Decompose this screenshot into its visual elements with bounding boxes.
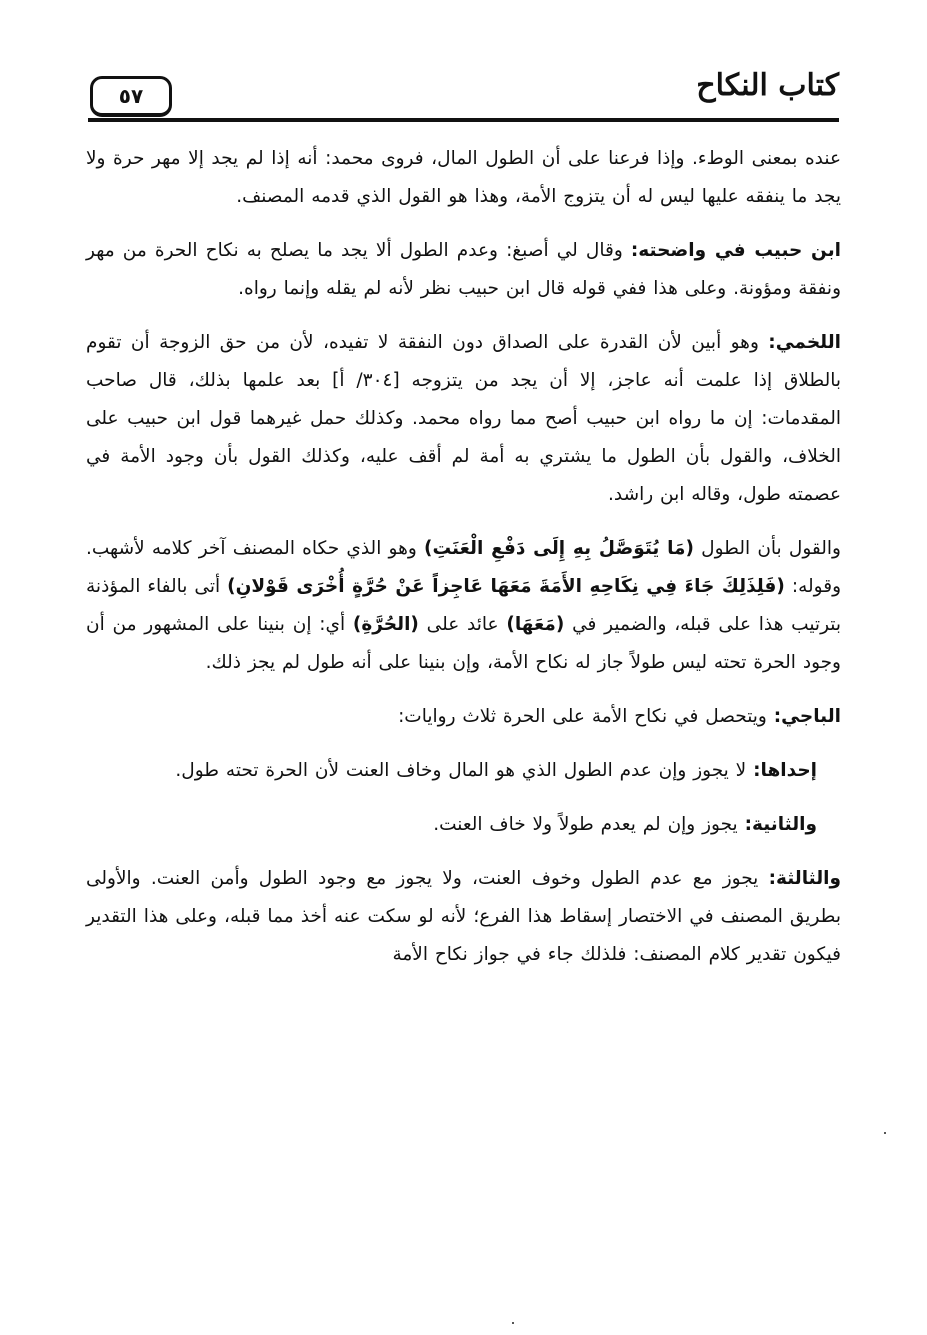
- header-rule: [88, 118, 839, 122]
- paragraph-lead: ابن حبيب في واضحته:: [630, 240, 841, 261]
- scan-speck: [512, 1322, 514, 1324]
- paragraph-text-post: أي: إن بنينا على المشهور من أن وجود الحرة تحته ليس طولاً جاز له نكاح الأمة، وإن بنينا على أنه طول لم يجز ذلك.: [86, 614, 841, 673]
- quoted-text: (فَلِذَلِكَ جَاءَ فِي نِكَاحِهِ الأَمَةَ مَعَهَا عَاجِزاً عَنْ حُرَّةٍ أُخْرَى قَوْلانِ): [227, 576, 785, 597]
- paragraph-text: يجوز وإن لم يعدم طولاً ولا خاف العنت.: [433, 814, 738, 835]
- paragraph-lead: والثانية:: [744, 814, 817, 835]
- scan-speck: [884, 1132, 886, 1134]
- book-title: كتاب النكاح: [696, 68, 839, 103]
- paragraph-text: لا يجوز وإن عدم الطول الذي هو المال وخاف العنت لأن الحرة تحته طول.: [175, 760, 747, 781]
- paragraph-lead: اللخمي:: [768, 332, 841, 353]
- paragraph-7: [86, 806, 841, 844]
- paragraph-text-mid: أتى بالفاء المؤذنة بترتيب هذا على قبله، والضمير في: [86, 576, 842, 635]
- paragraph-lead: الباجي:: [773, 706, 841, 727]
- paragraph-6: [86, 752, 841, 790]
- paragraph-text: عنده بمعنى الوطء. وإذا فرعنا على أن الطول المال، فروى محمد: أنه إذا لم يجد إلا مهر حرة ولا يجد ما ينفقه عليها ليس له أن يتزوج الأمة، وهذا هو القول الذي قدمه المصنف.: [86, 148, 841, 207]
- page-body: [86, 140, 841, 974]
- page-number: ٥٧: [90, 76, 172, 117]
- paragraph-lead: والثالثة:: [768, 868, 841, 889]
- paragraph-text: ويتحصل في نكاح الأمة على الحرة ثلاث روايات:: [398, 706, 767, 727]
- paragraph-text: وقال لي أصبغ: وعدم الطول ألا يجد ما يصلح به نكاح الحرة من مهر ونفقة ومؤونة. وعلى هذا ففي قوله قال ابن حبيب نظر لأنه لم يقله وإنما رواه.: [86, 240, 841, 299]
- paragraph-1: [86, 140, 841, 216]
- quoted-text: (مَا يُتَوَصَّلُ بِهِ إِلَى دَفْعِ الْعَنَتِ): [424, 538, 694, 559]
- paragraph-5: [86, 698, 841, 736]
- paragraph-8: [86, 860, 841, 974]
- paragraph-lead: إحداها:: [753, 760, 817, 781]
- paragraph-text-pre: والقول بأن الطول: [701, 538, 841, 559]
- paragraph-text: وهو أبين لأن القدرة على الصداق دون النفقة لا تفيده، لأن من حق الزوجة أن تقوم بالطلاق إذا علمت أنه عاجز، إلا أن يجد من يتزوجه [٣٠٤/ أ] بعد علمها بذلك، قال صاحب المقدمات: إن ما رواه ابن حبيب أصح مما رواه محمد. وكذلك حمل غيرهما قول ابن حبيب على الخلاف، والقول بأن الطول ما يشتري به أمة لم أقف عليه، وكذلك القول بأن وجود الأمة في عصمته طول، وقاله ابن راشد.: [86, 332, 841, 505]
- paragraph-2: [86, 232, 841, 308]
- paragraph-text: يجوز مع عدم الطول وخوف العنت، ولا يجوز مع وجود الطول وأمن العنت. والأولى بطريق المصنف في الاختصار إسقاط هذا الفرع؛ لأنه لو سكت عنه أخذ مما قبله، وعلى هذا التقدير فيكون تقدير كلام المصنف: فلذلك جاء في جواز نكاح الأمة: [86, 868, 841, 965]
- paragraph-text-mid: عائد على: [426, 614, 499, 635]
- quoted-text: (الحُرَّةِ): [352, 614, 419, 635]
- paragraph-text-mid: وهو الذي حكاه المصنف آخر كلامه لأشهب. وقوله:: [86, 538, 842, 597]
- paragraph-3: [86, 324, 841, 514]
- quoted-text: (مَعَهَا): [506, 614, 565, 635]
- paragraph-4: [86, 530, 841, 682]
- page-header: [88, 62, 839, 124]
